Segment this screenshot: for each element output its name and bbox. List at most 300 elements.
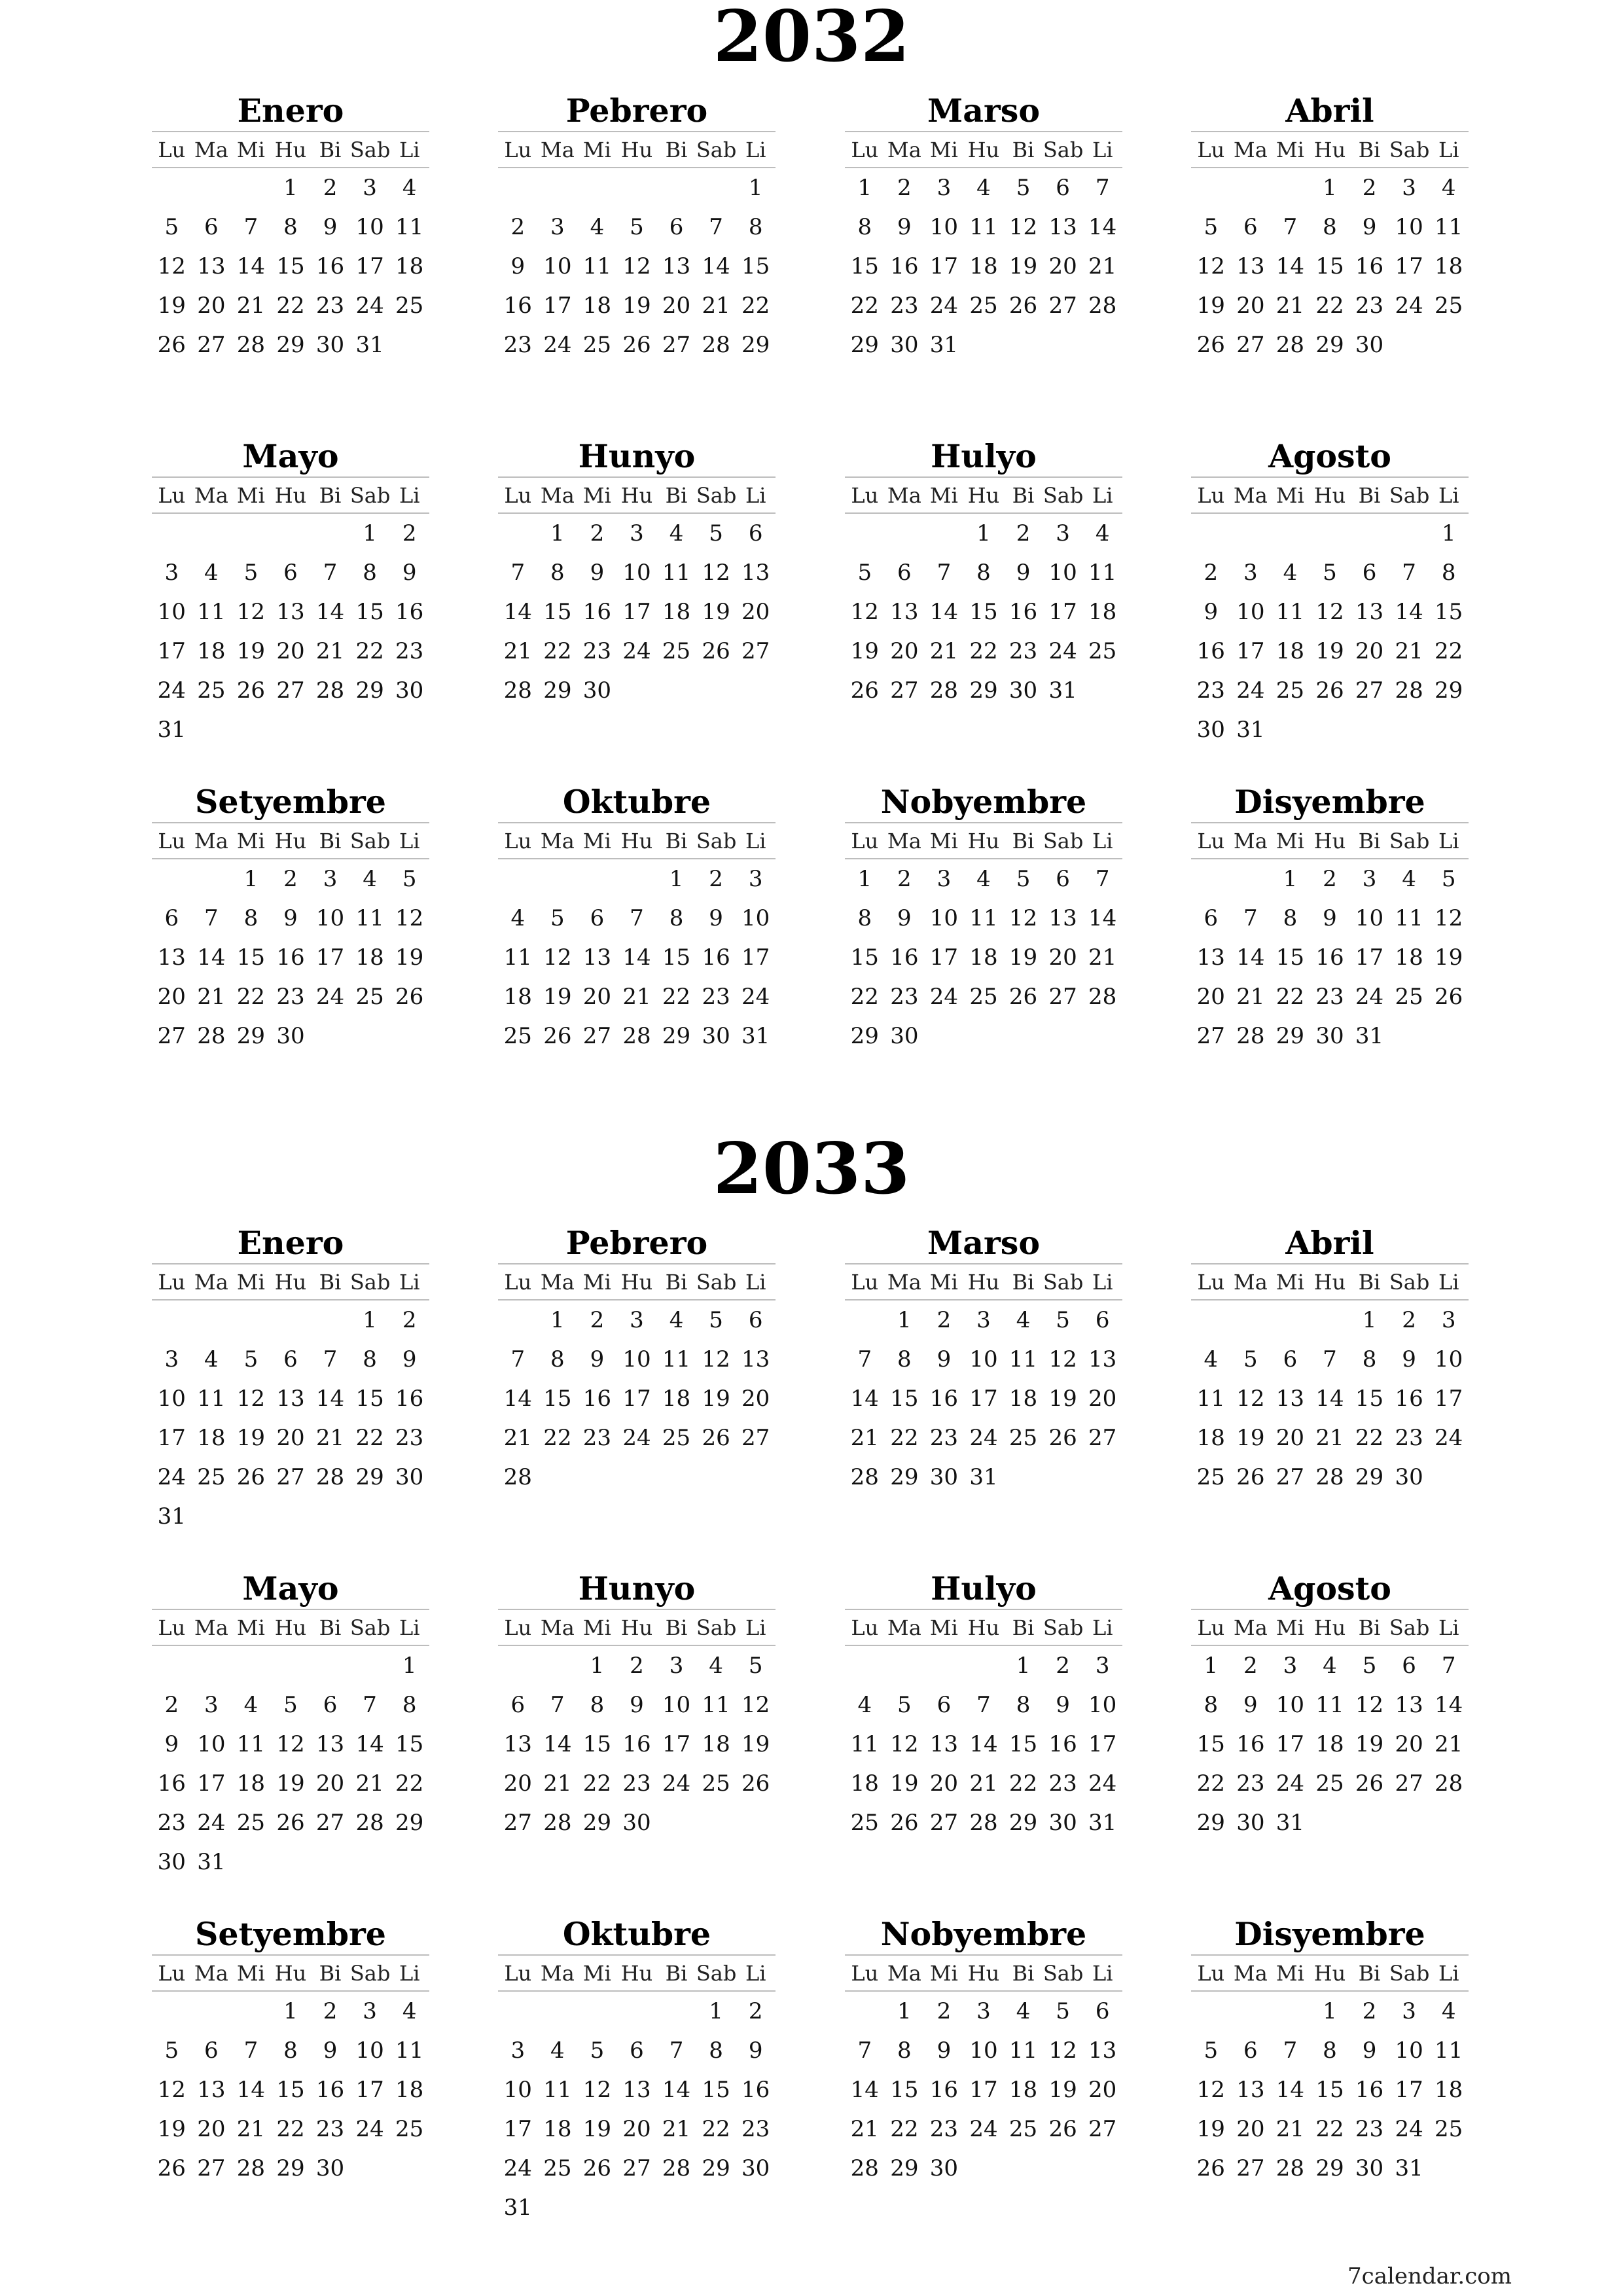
day-cell: 23 (395, 638, 424, 664)
empty-cell (1270, 168, 1310, 207)
week-row (152, 1764, 429, 1803)
empty-cell (1429, 1016, 1469, 1056)
day-cell: 2 (936, 1998, 952, 2024)
weekday-label: Lu (1191, 1955, 1231, 1991)
week-row (1191, 859, 1469, 899)
day-cell: 22 (1355, 1425, 1384, 1451)
day-cell: 1 (1323, 175, 1337, 201)
weekday-label: Sab (696, 477, 736, 513)
week-row (1191, 1458, 1469, 1497)
month-grid (152, 822, 429, 1056)
week-row (498, 977, 776, 1016)
day-cell: 21 (236, 2116, 266, 2142)
day-cell: 22 (1315, 293, 1344, 319)
weekday-label: Sab (350, 1609, 390, 1645)
day-cell: 27 (1236, 332, 1265, 358)
day-cell: 26 (276, 1810, 305, 1836)
month-grid (152, 1954, 429, 2188)
empty-cell (736, 2188, 776, 2227)
day-cell: 6 (164, 905, 179, 931)
weekday-label: Mi (1270, 1264, 1310, 1300)
day-cell: 20 (1236, 2116, 1265, 2142)
day-cell: 26 (236, 677, 266, 704)
month-name: Mayo (242, 1570, 339, 1607)
day-cell: 29 (355, 677, 384, 704)
day-cell: 7 (857, 2037, 872, 2064)
day-cell: 23 (1236, 1770, 1265, 1797)
day-cell: 31 (1355, 1023, 1384, 1049)
month-grid (1191, 822, 1469, 1056)
empty-cell (538, 1991, 578, 2031)
empty-cell (498, 1300, 538, 1340)
empty-cell (498, 513, 538, 553)
day-cell: 18 (236, 1770, 266, 1797)
day-cell: 25 (850, 1810, 879, 1836)
week-row (498, 2031, 776, 2070)
day-cell: 5 (709, 520, 723, 547)
weekday-label: Li (736, 132, 776, 168)
empty-cell (192, 859, 232, 899)
day-cell: 22 (276, 2116, 305, 2142)
empty-cell (617, 671, 657, 710)
day-cell: 1 (550, 520, 565, 547)
day-cell: 15 (741, 253, 770, 279)
empty-cell (1191, 1991, 1231, 2031)
weekday-label: Ma (538, 132, 578, 168)
day-cell: 2 (630, 1653, 644, 1679)
weekday-label: Hu (617, 477, 657, 513)
day-cell: 18 (503, 984, 532, 1010)
day-cell: 24 (969, 2116, 998, 2142)
weekday-label: Li (1429, 1955, 1469, 1991)
week-row (845, 1803, 1122, 1842)
weekday-header-row (152, 477, 429, 513)
week-row (152, 325, 429, 365)
day-cell: 28 (236, 2155, 266, 2181)
day-cell: 13 (197, 2077, 226, 2103)
day-cell: 12 (236, 1386, 266, 1412)
day-cell: 17 (1275, 1731, 1305, 1757)
day-cell: 30 (890, 332, 919, 358)
day-cell: 14 (236, 2077, 266, 2103)
month-name: Pebrero (565, 1224, 708, 1262)
day-cell: 16 (622, 1731, 651, 1757)
week-row (1191, 1379, 1469, 1418)
empty-cell (845, 513, 885, 553)
day-cell: 8 (1323, 214, 1337, 240)
month-name: Hulyo (931, 437, 1037, 475)
empty-cell (1003, 1016, 1043, 1056)
empty-cell (1191, 168, 1231, 207)
empty-cell (617, 859, 657, 899)
empty-cell (924, 1645, 964, 1685)
month-name: Enero (237, 1224, 344, 1262)
day-cell: 1 (283, 1998, 298, 2024)
day-cell: 12 (702, 560, 730, 586)
day-cell: 25 (969, 984, 998, 1010)
day-cell: 19 (276, 1770, 305, 1797)
week-row (152, 977, 429, 1016)
day-cell: 2 (1362, 175, 1377, 201)
day-cell: 25 (1435, 293, 1463, 319)
day-cell: 2 (323, 1998, 338, 2024)
weekday-label: Bi (1003, 1609, 1043, 1645)
day-cell: 29 (236, 1023, 266, 1049)
empty-cell (231, 1991, 271, 2031)
day-cell: 26 (1236, 1464, 1265, 1490)
day-cell: 1 (283, 175, 298, 201)
day-cell: 15 (1275, 944, 1305, 971)
empty-cell (538, 168, 578, 207)
empty-cell (1003, 2149, 1043, 2188)
weekday-label: Sab (1043, 477, 1083, 513)
month-name: Abril (1285, 92, 1374, 130)
weekday-label: Bi (1003, 477, 1043, 513)
day-cell: 11 (197, 599, 226, 625)
day-cell: 3 (363, 175, 377, 201)
day-cell: 8 (550, 560, 565, 586)
day-cell: 29 (543, 677, 572, 704)
empty-cell (192, 710, 232, 749)
day-cell: 19 (1315, 638, 1344, 664)
day-cell: 7 (936, 560, 952, 586)
day-cell: 29 (1008, 1810, 1038, 1836)
month-name: Nobyembre (880, 783, 1087, 821)
day-cell: 15 (276, 253, 305, 279)
empty-cell (1231, 513, 1271, 553)
day-cell: 28 (1315, 1464, 1344, 1490)
month-grid (845, 1954, 1122, 2188)
day-cell: 8 (1204, 1692, 1219, 1718)
week-row (498, 899, 776, 938)
day-cell: 1 (243, 866, 259, 892)
day-cell: 14 (543, 1731, 572, 1757)
day-cell: 25 (355, 984, 384, 1010)
weekday-label: Hu (617, 132, 657, 168)
month-name: Hunyo (578, 1570, 696, 1607)
day-cell: 29 (890, 2155, 919, 2181)
weekday-label: Li (1429, 1609, 1469, 1645)
day-cell: 29 (850, 332, 879, 358)
week-row (498, 1340, 776, 1379)
day-cell: 24 (355, 293, 384, 319)
day-cell: 24 (929, 293, 959, 319)
day-cell: 3 (204, 1692, 219, 1718)
week-row (152, 553, 429, 592)
day-cell: 27 (1236, 2155, 1265, 2181)
weekday-label: Ma (1231, 132, 1271, 168)
day-cell: 24 (157, 1464, 186, 1490)
day-cell: 3 (1095, 1653, 1110, 1679)
day-cell: 25 (197, 1464, 226, 1490)
week-row (152, 2070, 429, 2109)
day-cell: 14 (1395, 599, 1423, 625)
weekday-label: Li (389, 477, 429, 513)
weekday-label: Bi (310, 1264, 350, 1300)
month-name: Hulyo (931, 1570, 1037, 1607)
empty-cell (538, 1645, 578, 1685)
weekday-label: Lu (845, 477, 885, 513)
day-cell: 9 (936, 2037, 952, 2064)
empty-cell (1043, 325, 1083, 365)
month-name: Setyembre (195, 783, 386, 821)
empty-cell (350, 1842, 390, 1882)
day-cell: 6 (510, 1692, 526, 1718)
week-row (152, 592, 429, 632)
weekday-label: Lu (152, 477, 192, 513)
empty-cell (389, 1497, 429, 1536)
day-cell: 20 (662, 293, 691, 319)
day-cell: 30 (890, 1023, 919, 1049)
day-cell: 22 (582, 1770, 612, 1797)
weekday-label: Li (736, 823, 776, 859)
day-cell: 27 (1355, 677, 1384, 704)
day-cell: 21 (702, 293, 730, 319)
day-cell: 10 (1355, 905, 1384, 931)
day-cell: 9 (590, 1346, 605, 1372)
day-cell: 2 (1243, 1653, 1258, 1679)
day-cell: 26 (1048, 1425, 1077, 1451)
day-cell: 29 (355, 1464, 384, 1490)
day-cell: 30 (395, 677, 424, 704)
day-cell: 2 (590, 520, 605, 547)
empty-cell (231, 1645, 271, 1685)
day-cell: 6 (1095, 1998, 1110, 2024)
day-cell: 14 (929, 599, 959, 625)
day-cell: 4 (550, 2037, 565, 2064)
weekday-label: Mi (924, 1955, 964, 1991)
week-row (498, 1300, 776, 1340)
day-cell: 31 (1395, 2155, 1423, 2181)
weekday-label: Bi (656, 477, 696, 513)
day-cell: 13 (1088, 2037, 1117, 2064)
empty-cell (498, 1645, 538, 1685)
day-cell: 3 (323, 866, 338, 892)
day-cell: 3 (550, 214, 565, 240)
day-cell: 4 (1016, 1998, 1031, 2024)
day-cell: 4 (363, 866, 377, 892)
weekday-header-row (845, 823, 1122, 859)
day-cell: 18 (1196, 1425, 1225, 1451)
empty-cell (350, 710, 390, 749)
day-cell: 17 (1236, 638, 1265, 664)
empty-cell (617, 168, 657, 207)
day-cell: 24 (1088, 1770, 1117, 1797)
day-cell: 13 (197, 253, 226, 279)
day-cell: 30 (1196, 717, 1225, 743)
day-cell: 28 (850, 1464, 879, 1490)
day-cell: 18 (1275, 638, 1305, 664)
weekday-label: Li (1082, 1609, 1122, 1645)
weekday-label: Ma (538, 1955, 578, 1991)
empty-cell (577, 1991, 617, 2031)
weekday-label: Lu (152, 1609, 192, 1645)
day-cell: 13 (741, 1346, 770, 1372)
weekday-label: Bi (656, 1264, 696, 1300)
day-cell: 9 (1362, 214, 1377, 240)
weekday-label: Mi (231, 132, 271, 168)
weekday-label: Sab (696, 1609, 736, 1645)
day-cell: 30 (1236, 1810, 1265, 1836)
week-row (498, 513, 776, 553)
weekday-label: Hu (617, 1609, 657, 1645)
day-cell: 26 (850, 677, 879, 704)
day-cell: 8 (1441, 560, 1456, 586)
day-cell: 16 (929, 1386, 959, 1412)
day-cell: 22 (850, 293, 879, 319)
day-cell: 16 (582, 1386, 612, 1412)
month-block (498, 1223, 776, 1517)
day-cell: 4 (402, 1998, 417, 2024)
day-cell: 15 (969, 599, 998, 625)
week-row (845, 2109, 1122, 2149)
day-cell: 19 (741, 1731, 770, 1757)
weekday-label: Hu (964, 132, 1004, 168)
day-cell: 6 (748, 1307, 763, 1333)
weekday-label: Ma (1231, 1609, 1271, 1645)
day-cell: 8 (976, 560, 991, 586)
day-cell: 29 (1435, 677, 1463, 704)
empty-cell (656, 1803, 696, 1842)
empty-cell (271, 513, 311, 553)
empty-cell (192, 168, 232, 207)
empty-cell (1270, 513, 1310, 553)
day-cell: 13 (276, 599, 305, 625)
day-cell: 16 (1236, 1731, 1265, 1757)
weekday-header-row (498, 477, 776, 513)
day-cell: 15 (850, 253, 879, 279)
day-cell: 31 (157, 1503, 186, 1530)
day-cell: 25 (395, 2116, 424, 2142)
day-cell: 24 (1275, 1770, 1305, 1797)
week-row (845, 1458, 1122, 1497)
day-cell: 12 (276, 1731, 305, 1757)
day-cell: 16 (1048, 1731, 1077, 1757)
empty-cell (1389, 513, 1429, 553)
day-cell: 1 (1323, 1998, 1337, 2024)
day-cell: 6 (936, 1692, 952, 1718)
day-cell: 19 (1008, 944, 1038, 971)
day-cell: 26 (236, 1464, 266, 1490)
day-cell: 7 (976, 1692, 991, 1718)
day-cell: 19 (702, 1386, 730, 1412)
day-cell: 13 (1355, 599, 1384, 625)
day-cell: 23 (622, 1770, 651, 1797)
day-cell: 1 (857, 866, 872, 892)
week-row (152, 247, 429, 286)
weekday-label: Hu (1310, 823, 1350, 859)
weekday-header-row (1191, 823, 1469, 859)
week-row (498, 2188, 776, 2227)
day-cell: 16 (890, 253, 919, 279)
weekday-header-row (152, 1264, 429, 1300)
day-cell: 27 (1088, 1425, 1117, 1451)
month-name: Marso (927, 1224, 1041, 1262)
day-cell: 11 (1275, 599, 1305, 625)
day-cell: 10 (315, 905, 345, 931)
day-cell: 19 (236, 638, 266, 664)
weekday-label: Lu (1191, 477, 1231, 513)
day-cell: 8 (857, 905, 872, 931)
day-cell: 3 (630, 1307, 644, 1333)
weekday-label: Ma (1231, 1264, 1271, 1300)
week-row (1191, 553, 1469, 592)
weekday-label: Mi (1270, 132, 1310, 168)
day-cell: 30 (276, 1023, 305, 1049)
month-grid (498, 1954, 776, 2227)
day-cell: 26 (395, 984, 424, 1010)
day-cell: 12 (543, 944, 572, 971)
day-cell: 30 (1355, 2155, 1384, 2181)
empty-cell (1003, 325, 1043, 365)
day-cell: 18 (395, 2077, 424, 2103)
empty-cell (1429, 2149, 1469, 2188)
day-cell: 20 (1088, 2077, 1117, 2103)
day-cell: 26 (1008, 984, 1038, 1010)
day-cell: 10 (1395, 2037, 1423, 2064)
day-cell: 3 (1283, 1653, 1298, 1679)
weekday-label: Sab (696, 1955, 736, 1991)
month-grid (1191, 1954, 1469, 2188)
month-block (1191, 1223, 1469, 1517)
empty-cell (1231, 168, 1271, 207)
month-grid (152, 1609, 429, 1882)
day-cell: 3 (1243, 560, 1258, 586)
day-cell: 25 (969, 293, 998, 319)
weekday-label: Hu (1310, 132, 1350, 168)
day-cell: 2 (283, 866, 298, 892)
day-cell: 8 (1362, 1346, 1377, 1372)
day-cell: 3 (669, 1653, 684, 1679)
month-block (152, 1223, 429, 1530)
day-cell: 27 (662, 332, 691, 358)
day-cell: 7 (550, 1692, 565, 1718)
weekday-label: Hu (964, 1264, 1004, 1300)
day-cell: 30 (702, 1023, 730, 1049)
day-cell: 21 (355, 1770, 384, 1797)
week-row (845, 553, 1122, 592)
day-cell: 31 (1088, 1810, 1117, 1836)
empty-cell (310, 1497, 350, 1536)
day-cell: 24 (197, 1810, 226, 1836)
day-cell: 14 (1315, 1386, 1344, 1412)
day-cell: 6 (1095, 1307, 1110, 1333)
day-cell: 15 (543, 599, 572, 625)
empty-cell (192, 1645, 232, 1685)
day-cell: 3 (164, 1346, 179, 1372)
week-row (498, 2109, 776, 2149)
day-cell: 1 (1204, 1653, 1219, 1679)
empty-cell (1003, 1458, 1043, 1497)
day-cell: 3 (1362, 866, 1377, 892)
weekday-label: Mi (231, 823, 271, 859)
day-cell: 14 (1236, 944, 1265, 971)
day-cell: 19 (702, 599, 730, 625)
empty-cell (656, 2188, 696, 2227)
day-cell: 11 (236, 1731, 266, 1757)
week-row (498, 1016, 776, 1056)
week-row (152, 1497, 429, 1536)
empty-cell (231, 710, 271, 749)
day-cell: 14 (702, 253, 730, 279)
day-cell: 25 (662, 1425, 691, 1451)
day-cell: 1 (897, 1998, 912, 2024)
day-cell: 12 (395, 905, 424, 931)
day-cell: 19 (1196, 293, 1225, 319)
empty-cell (1082, 1016, 1122, 1056)
weekday-header-row (152, 1955, 429, 1991)
day-cell: 7 (243, 214, 259, 240)
